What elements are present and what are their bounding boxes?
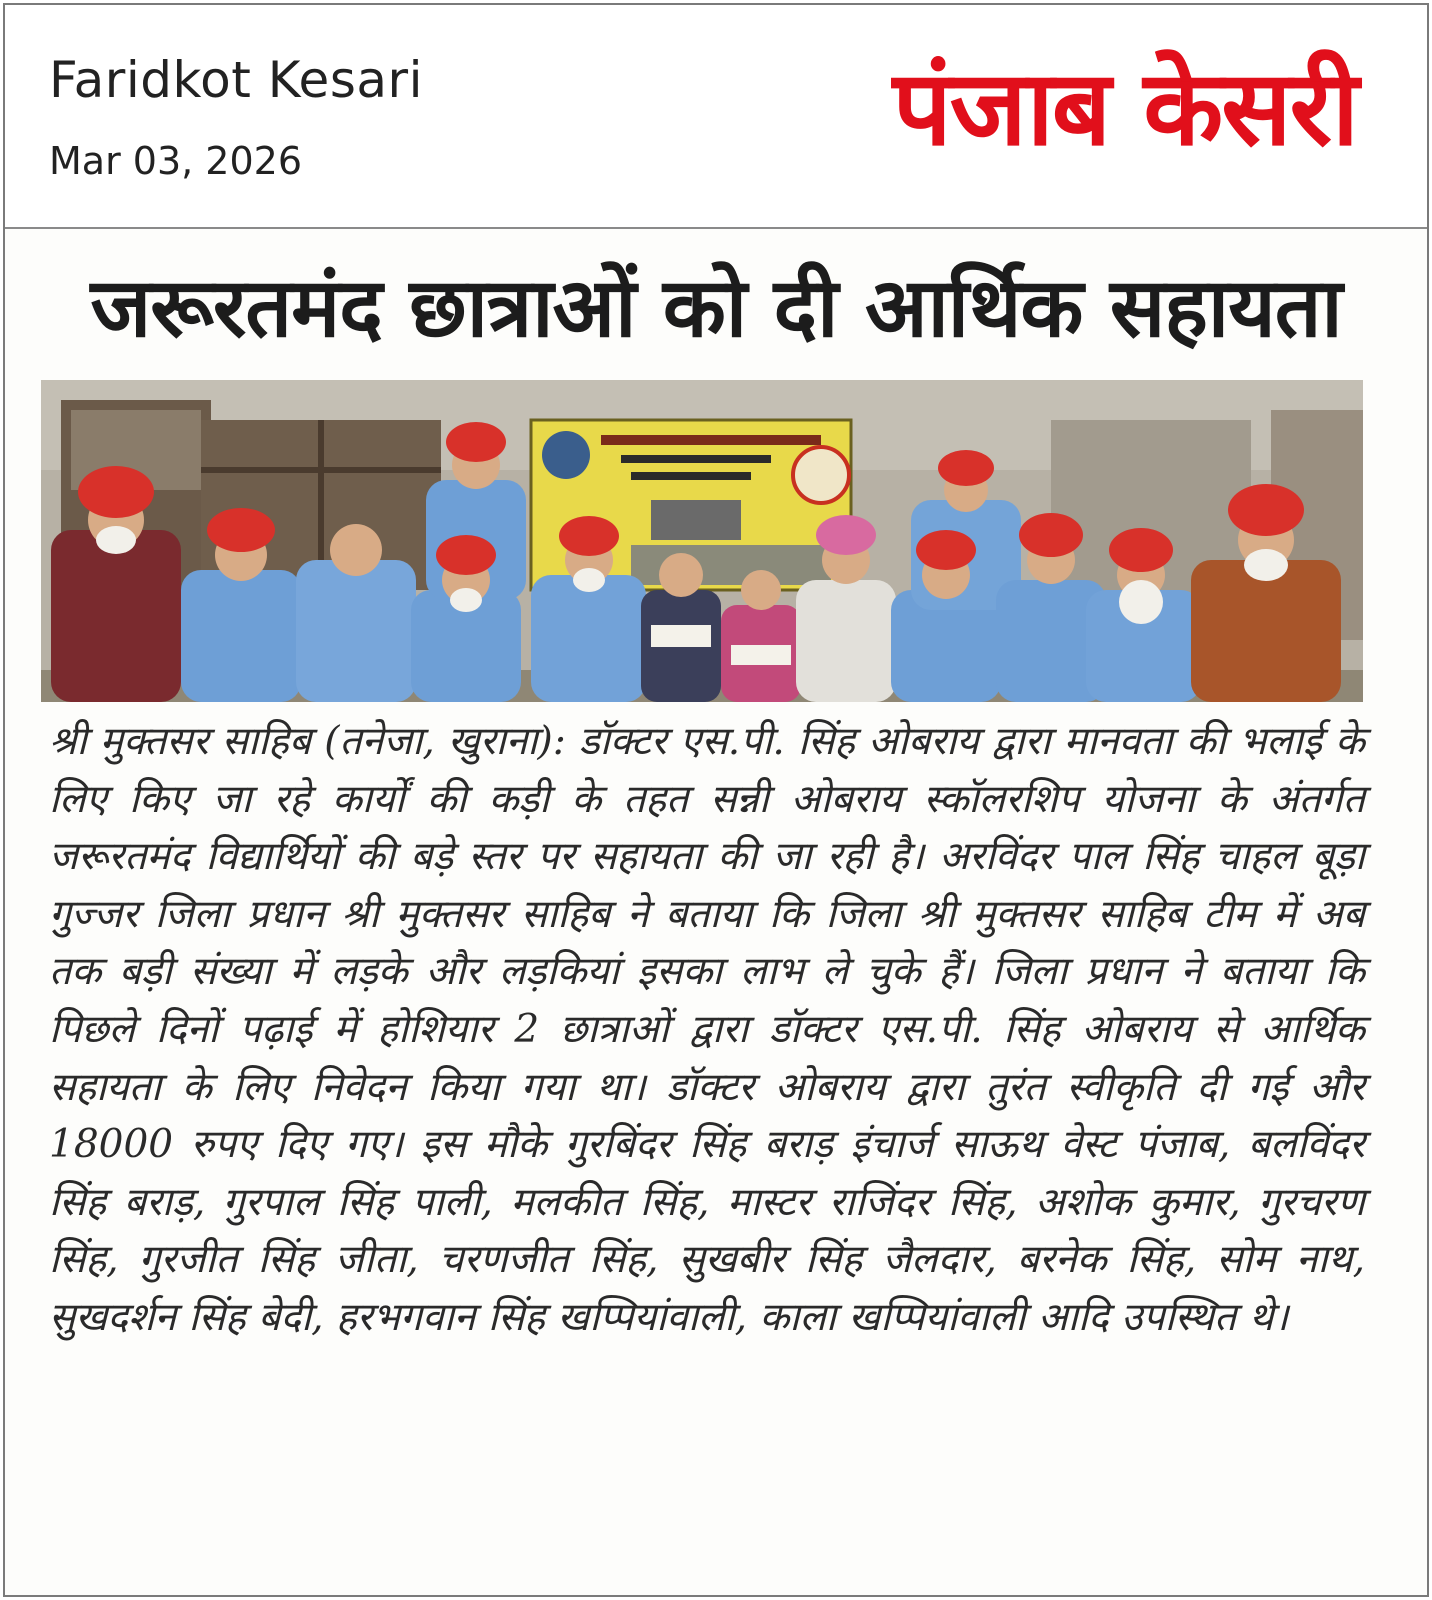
publication-name: Faridkot Kesari: [49, 51, 423, 109]
group-photo-illustration: [41, 380, 1363, 702]
newspaper-masthead-logo: पंजाब केसरी: [892, 47, 1357, 169]
group-photo: [41, 380, 1363, 702]
article-headline: जरूरतमंद छात्राओं को दी आर्थिक सहायता: [90, 261, 1342, 356]
page-header: [5, 5, 1427, 229]
clipping-frame: [3, 3, 1429, 1597]
article-body: श्री मुक्तसर साहिब (तनेजा, खुराना): डॉक्टर एस.पी. सिंह ओबराय द्वारा मानवता की भलाई के लिए किए जा रहे कार्यों की कड़ी के तहत सन्नी ओबराय स्कॉलरशिप योजना के अंतर्गत जरूरतमंद विद्यार्थियों की बड़े स्तर पर सहायता की जा रही है। अरविंदर पाल सिंह चाहल बूड़ा गुज्जर जिला प्रधान श्री मुक्तसर साहिब ने बताया कि जिला श्री मुक्तसर साहिब टीम में अब तक बड़ी संख्या में लड़के और लड़कियां इसका लाभ ले चुके हैं। जिला प्रधान ने बताया कि पिछले दिनों पढ़ाई में होशियार 2 छात्राओं द्वारा डॉक्टर एस.पी. सिंह ओबराय से आर्थिक सहायता के लिए निवेदन किया गया था। डॉक्टर ओबराय द्वारा तुरंत स्वीकृति दी गई और 18000 रुपए दिए गए। इस मौके गुरबिंदर सिंह बराड़ इंचार्ज साऊथ वेस्ट पंजाब, बलविंदर सिंह बराड़, गुरपाल सिंह पाली, मलकीत सिंह, मास्टर राजिंदर सिंह, अशोक कुमार, गुरचरण सिंह, गुरजीत सिंह जीता, चरणजीत सिंह, सुखबीर सिंह जैलदार, बरनेक सिंह, सोम नाथ, सुखदर्शन सिंह बेदी, हरभगवान सिंह खप्पियांवाली, काला खप्पियांवाली आदि उपस्थित थे।: [49, 719, 1365, 1340]
publication-date: Mar 03, 2026: [49, 139, 302, 183]
news-clipping: [5, 229, 1427, 1595]
